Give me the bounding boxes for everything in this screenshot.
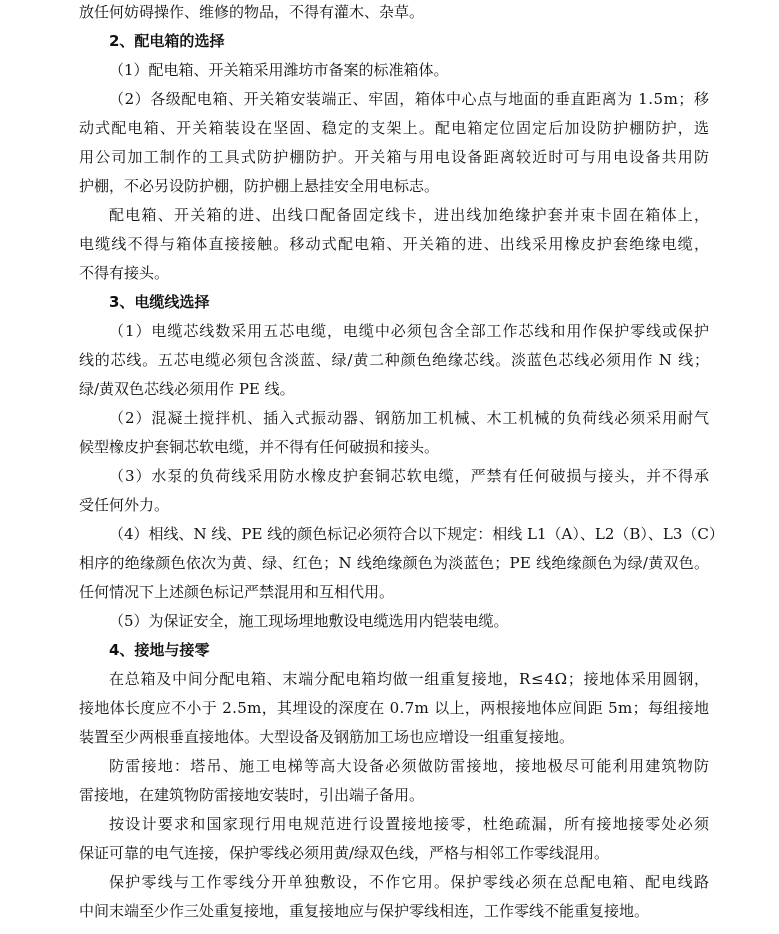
- text-line: 防雷接地：塔吊、施工电梯等高大设备必须做防雷接地，接地极尽可能利用建筑物防: [109, 757, 711, 775]
- text-line: 按设计要求和国家现行用电规范进行设置接地接零，杜绝疏漏，所有接地接零处必须: [109, 815, 711, 833]
- text-line: （1）配电箱、开关箱采用潍坊市备案的标准箱体。: [109, 61, 449, 79]
- section-heading: 4、接地与接零: [109, 641, 210, 659]
- text-line: （1）电缆芯线数采用五芯电缆，电缆中必须包含全部工作芯线和用作保护零线或保护: [109, 322, 710, 340]
- text-line: 候型橡皮护套铜芯软电缆，并不得有任何破损和接头。: [79, 438, 440, 456]
- section-heading: 2、配电箱的选择: [109, 32, 225, 50]
- text-line: 保护零线与工作零线分开单独敷设，不作它用。保护零线必须在总配电箱、配电线路: [109, 873, 711, 891]
- text-line: 相序的绝缘颜色依次为黄、绿、红色；N 线绝缘颜色为淡蓝色；PE 线绝缘颜色为绿/黄双色。: [79, 554, 710, 572]
- text-line: 不得有接头。: [79, 264, 170, 282]
- text-line: 绿/黄双色芯线必须用作 PE 线。: [79, 380, 295, 398]
- text-line: 电缆线不得与箱体直接接触。移动式配电箱、开关箱的进、出线采用橡皮护套绝缘电缆，: [79, 235, 711, 253]
- text-line: （2）混凝土搅拌机、插入式振动器、钢筋加工机械、木工机械的负荷线必须采用耐气: [109, 409, 710, 427]
- text-line: （4）相线、N 线、PE 线的颜色标记必须符合以下规定：相线 L1（A）、L2（B）、L3（C）: [109, 525, 724, 543]
- text-line: 在总箱及中间分配电箱、末端分配电箱均做一组重复接地，R≤4Ω；接地体采用圆钢，: [109, 670, 710, 688]
- text-line: 护棚，不必另设防护棚，防护棚上悬挂安全用电标志。: [79, 177, 440, 195]
- text-line: 受任何外力。: [79, 496, 170, 514]
- text-line: 动式配电箱、开关箱装设在坚固、稳定的支架上。配电箱定位固定后加设防护棚防护，选: [79, 119, 711, 137]
- text-line: 接地体长度应不小于 2.5m，其埋设的深度在 0.7m 以上，两根接地体应间距 5m；每组接地: [79, 699, 710, 717]
- text-line: 配电箱、开关箱的进、出线口配备固定线卡，进出线加绝缘护套并束卡固在箱体上，: [109, 206, 711, 224]
- section-heading: 3、电缆线选择: [109, 293, 210, 311]
- text-line: 用公司加工制作的工具式防护棚防护。开关箱与用电设备距离较近时可与用电设备共用防: [79, 148, 711, 166]
- text-line: （3）水泵的负荷线采用防水橡皮护套铜芯软电缆，严禁有任何破损与接头，并不得承: [109, 467, 710, 485]
- text-line: 装置至少两根垂直接地体。大型设备及钢筋加工场也应增设一组重复接地。: [79, 728, 575, 746]
- text-line: （5）为保证安全，施工现场埋地敷设电缆选用内铠装电缆。: [109, 612, 509, 630]
- text-line: 中间末端至少作三处重复接地，重复接地应与保护零线相连，工作零线不能重复接地。: [79, 902, 650, 920]
- text-line: 放任何妨碍操作、维修的物品，不得有灌木、杂草。: [79, 3, 425, 21]
- text-line: 线的芯线。五芯电缆必须包含淡蓝、绿/黄二种颜色绝缘芯线。淡蓝色芯线必须用作 N 线；: [79, 351, 710, 369]
- text-line: 雷接地，在建筑物防雷接地安装时，引出端子备用。: [79, 786, 425, 804]
- text-line: （2）各级配电箱、开关箱安装端正、牢固，箱体中心点与地面的垂直距离为 1.5m；移: [109, 90, 710, 108]
- text-line: 任何情况下上述颜色标记严禁混用和互相代用。: [79, 583, 395, 601]
- text-line: 保证可靠的电气连接，保护零线必须用黄/绿双色线，严格与相邻工作零线混用。: [79, 844, 610, 862]
